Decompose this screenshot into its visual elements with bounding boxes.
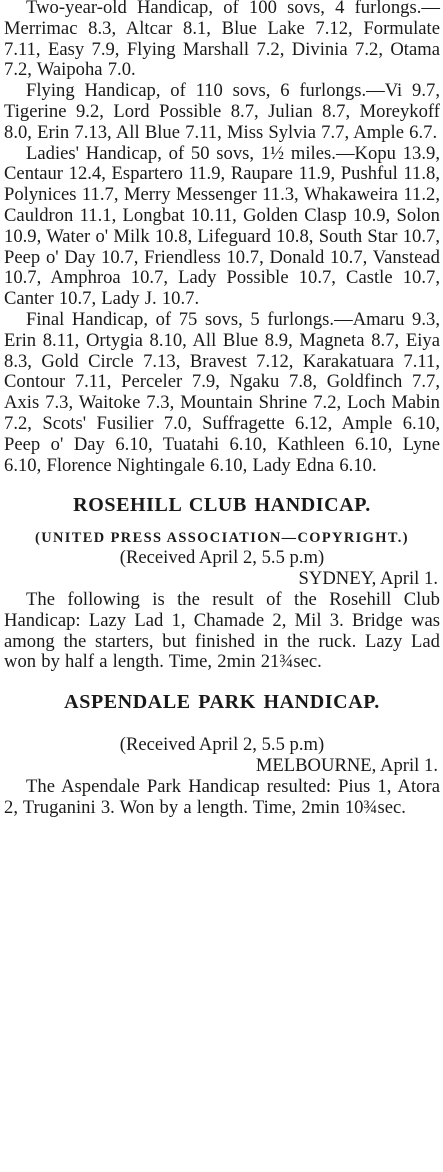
rosehill-article bbox=[4, 494, 440, 673]
race-result-final-handicap: Final Handicap, of 75 sovs, 5 furlongs.—Amaru 9.3, Erin 8.11, Ortygia 8.10, All Blue 8.9, Magneta 8.7, Eiya 8.3, Gold Circle 7.13, Bravest 7.12, Karakatuara 7.11, Contour 7.11, Perceler 7.9, Ngaku 7.8, Goldfinch 7.7, Axis 7.3, Waitoke 7.3, Mountain Shrine 7.2, Loch Mabin 7.2, Scots' Fusilier 7.0, Suffragette 6.12, Ample 6.10, Peep o' Day 6.10, Tuatahi 6.10, Kathleen 6.10, Lyne 6.10, Florence Nightingale 6.10, Lady Edna 6.10. bbox=[4, 308, 440, 476]
press-association-line: (UNITED PRESS ASSOCIATION—COPYRIGHT.) bbox=[35, 530, 409, 547]
race-result-two-year-old-handicap: Two-year-old Handicap, of 100 sovs, 4 furlongs.—Merrimac 8.3, Altcar 8.1, Blue Lake 7.12, Formulate 7.11, Easy 7.9, Flying Marshall 7.2, Divinia 7.2, Otama 7.2, Waipoha 7.0. bbox=[4, 0, 440, 81]
aspendale-dateline: MELBOURNE, April 1. bbox=[255, 754, 438, 776]
race-result-flying-handicap: Flying Handicap, of 110 sovs, 6 furlongs.—Vi 9.7, Tigerine 9.2, Lord Possible 8.7, Julian 8.7, Moreykoff 8.0, Erin 7.13, All Blue 7.11, Miss Sylvia 7.7, Ample 6.7. bbox=[4, 80, 440, 143]
race-result-ladies-handicap: Ladies' Handicap, of 50 sovs, 1½ miles.—Kopu 13.9, Centaur 12.4, Espartero 11.9, Raupare 11.9, Pushful 11.8, Polynices 11.7, Merry Messenger 11.3, Whakaweira 11.2, Cauldron 11.1, Longbat 10.11, Golden Clasp 10.9, Solon 10.9, Water o' Milk 10.8, Lifeguard 10.8, South Star 10.7, Peep o' Day 10.7, Friendless 10.7, Donald 10.7, Vanstead 10.7, Amphroa 10.7, Lady Possible 10.7, Castle 10.7, Canter 10.7, Lady J. 10.7. bbox=[4, 142, 440, 310]
rosehill-body: The following is the result of the Rosehill Club Handicap: Lazy Lad 1, Chamade 2, Mil 3. Bridge was among the starters, but finished in the ruck. Lazy Lad won by half a length. Time, 2min 21¾sec. bbox=[4, 588, 440, 673]
aspendale-heading: ASPENDALE PARK HANDICAP. bbox=[64, 691, 380, 714]
aspendale-body: The Aspendale Park Handicap resulted: Pius 1, Atora 2, Truganini 3. Won by a length. Time, 2min 10¾sec. bbox=[4, 775, 440, 818]
rosehill-received-line: (Received April 2, 5.5 p.m) bbox=[119, 547, 325, 569]
rosehill-heading: ROSEHILL CLUB HANDICAP. bbox=[73, 494, 371, 517]
aspendale-article bbox=[4, 691, 440, 818]
aspendale-received-line: (Received April 2, 5.5 p.m) bbox=[119, 734, 325, 756]
rosehill-dateline: SYDNEY, April 1. bbox=[298, 568, 438, 590]
